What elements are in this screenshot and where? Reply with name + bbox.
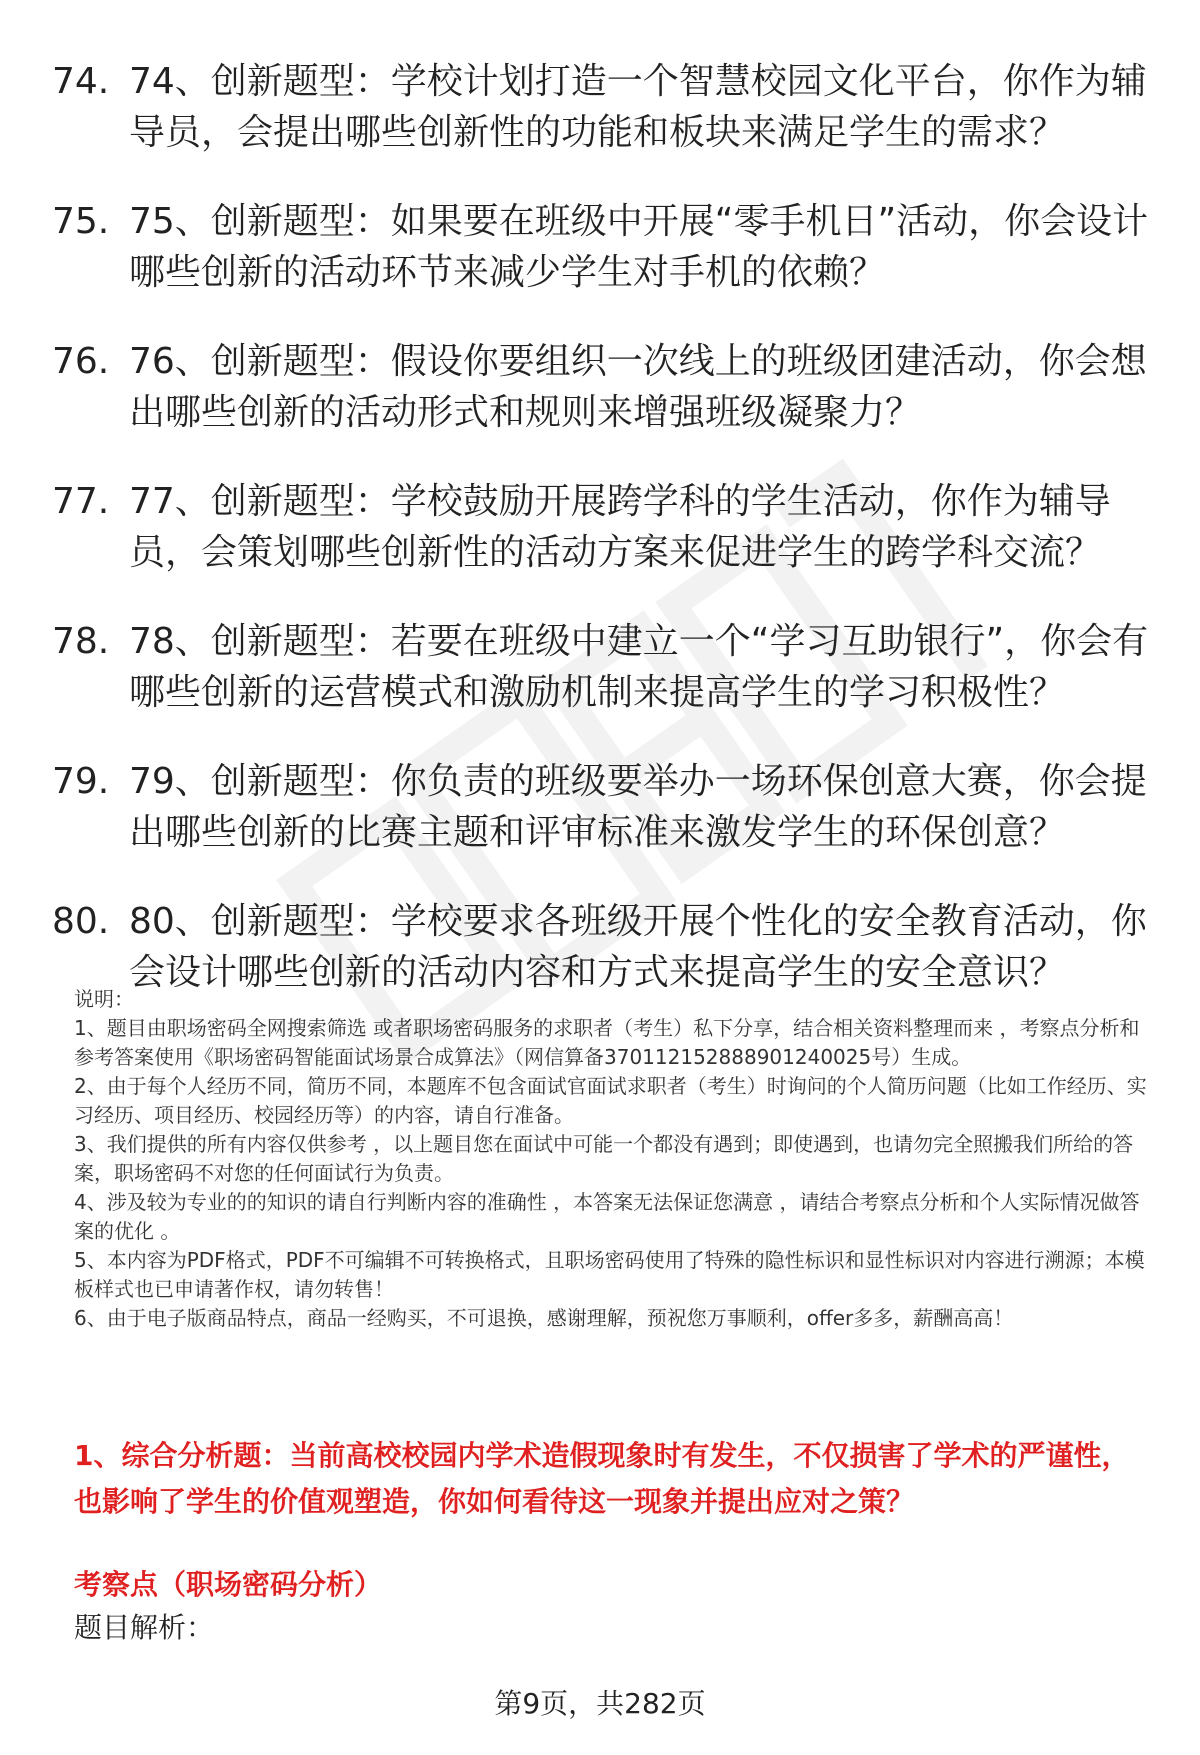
note-item: 3、我们提供的所有内容仅供参考 ，以上题目您在面试中可能一个都没有遇到；即使遇到，也请勿完全照搬我们所给的答案，职场密码不对您的任何面试行为负责。 [74, 1132, 1134, 1185]
note-item: 1、题目由职场密码全网搜索筛选 或者职场密码服务的求职者（考生）私下分享，结合相关资料整理而来 ，考察点分析和参考答案使用《职场密码智能面试场景合成算法》（网信算备370112152888901240025号）生成。 [74, 1016, 1140, 1069]
analysis-question: 1、综合分析题：当前高校校园内学术造假现象时有发生，不仅损害了学术的严谨性，也影响了学生的价值观塑造，你如何看待这一现象并提出应对之策？ [74, 1439, 1130, 1518]
note-item: 6、由于电子版商品特点，商品一经购买，不可退换，感谢理解，预祝您万事顺利，offer多多，薪酬高高！ [74, 1306, 1014, 1330]
analysis-section [74, 1433, 1154, 1605]
note-item: 4、涉及较为专业的的知识的请自行判断内容的准确性 ，本答案无法保证您满意 ，请结合考察点分析和个人实际情况做答案的优化 。 [74, 1190, 1140, 1243]
page-number: 第9页，共282页 [494, 1687, 706, 1720]
list-item [52, 896, 1172, 998]
note-item: 2、由于每个人经历不同，简历不同，本题库不包含面试官面试求职者（考生）时询问的个人简历问题（比如工作经历、实习经历、项目经历、校园经历等）的内容，请自行准备。 [74, 1074, 1147, 1127]
list-item [52, 476, 1172, 578]
jiexi-label: 题目解析： [74, 1611, 215, 1644]
notes-section [74, 985, 1154, 1333]
question-number: 76. [52, 341, 110, 382]
question-text: 74、创新题型：学校计划打造一个智慧校园文化平台，你作为辅导员，会提出哪些创新性的功能和板块来满足学生的需求？ [129, 61, 1147, 153]
question-text: 78、创新题型：若要在班级中建立一个“学习互助银行”，你会有哪些创新的运营模式和激励机制来提高学生的学习积极性？ [129, 621, 1149, 713]
question-text: 77、创新题型：学校鼓励开展跨学科的学生活动，你作为辅导员，会策划哪些创新性的活动方案来促进学生的跨学科交流？ [129, 481, 1111, 573]
question-text: 76、创新题型：假设你要组织一次线上的班级团建活动，你会想出哪些创新的活动形式和规则来增强班级凝聚力？ [129, 341, 1147, 433]
question-text: 80、创新题型：学校要求各班级开展个性化的安全教育活动，你会设计哪些创新的活动内容和方式来提高学生的安全意识？ [129, 901, 1147, 993]
question-text: 79、创新题型：你负责的班级要举办一场环保创意大赛，你会提出哪些创新的比赛主题和评审标准来激发学生的环保创意？ [129, 761, 1147, 853]
list-item [52, 56, 1172, 158]
list-item [52, 336, 1172, 438]
question-number: 74. [52, 61, 110, 102]
kaochadian-heading: 考察点（职场密码分析） [74, 1568, 383, 1601]
question-number: 75. [52, 201, 110, 242]
question-number: 80. [52, 901, 110, 942]
note-item: 5、本内容为PDF格式，PDF不可编辑不可转换格式，且职场密码使用了特殊的隐性标识和显性标识对内容进行溯源；本模板样式也已申请著作权，请勿转售！ [74, 1248, 1145, 1301]
question-text: 75、创新题型：如果要在班级中开展“零手机日”活动，你会设计哪些创新的活动环节来减少学生对手机的依赖？ [129, 201, 1149, 293]
question-number: 79. [52, 761, 110, 802]
notes-title: 说明： [74, 987, 134, 1011]
question-list [52, 56, 1172, 1036]
list-item [52, 616, 1172, 718]
question-number: 78. [52, 621, 110, 662]
list-item [52, 756, 1172, 858]
list-item [52, 196, 1172, 298]
question-number: 77. [52, 481, 110, 522]
